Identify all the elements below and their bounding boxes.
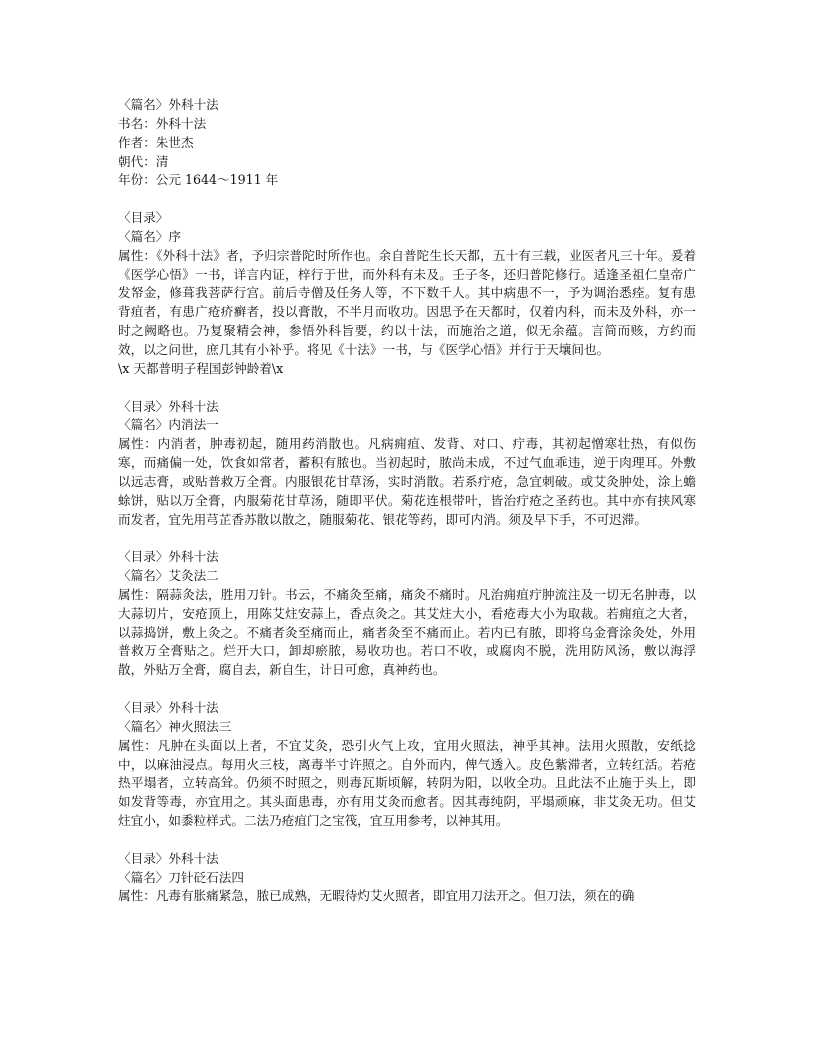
year-range: 年份：公元 1644～1911 年: [118, 172, 279, 188]
section-body: 属性：《外科十法》者，予归宗普陀时所作也。余自普陀生长天都，五十有三载，业医者凡三十年。爰着《医学心悟》一书，详言内证，梓行于世，而外科有未及。壬子冬，还归普陀修行。适逢圣祖仁皇帝广发帑金，修葺我菩萨行宫。前后寺僧及任务人等，不下数千人。其中病患不一，予为调治悉痊。复有患背疽者，有患广疮疥癣者，投以膏散，不半月而收功。因思予在天都时，仅着内科，而未及外科，亦一时之阙略也。乃复聚精会神，参悟外科旨要，约以十法，而施治之道，似无余蕴。言简而赅，方约而效，以之问世，庶几其有小补乎。将见《十法》一书，与《医学心悟》并行于天壤间也。: [118, 247, 696, 357]
section-catalog: 〈目录〉外科十法: [118, 398, 219, 414]
spacer: [118, 379, 696, 398]
dynasty: 朝代：清: [118, 153, 169, 169]
spacer: [118, 529, 696, 548]
spacer: [118, 190, 696, 209]
spacer: [118, 680, 696, 699]
book-name: 书名：外科十法: [118, 115, 207, 131]
section-preface: [118, 209, 696, 379]
section-catalog: 〈目录〉: [118, 210, 169, 226]
section-title: 〈篇名〉内消法一: [118, 417, 219, 433]
author: 作者：朱世杰: [118, 134, 194, 150]
section-title: 〈篇名〉序: [118, 228, 181, 244]
section-body: 属性：内消者，肿毒初起，随用药消散也。凡病痈疽、发背、对口、疔毒，其初起憎寒壮热，有似伤寒，而痛偏一处，饮食如常者，蓄积有脓也。当初起时，脓尚未成，不过气血乖违，逆于肉理耳。外敷以远志膏，或贴普救万全膏。内服银花甘草汤，实时消散。若系疔疮，急宜刺破。或艾灸肿处，涂上蟾蜍饼，贴以万全膏，内服菊花甘草汤，随即平伏。菊花连根带叶，皆治疔疮之圣药也。其中亦有挟风寒而发者，宜先用芎芷香苏散以散之，随服菊花、银花等药，即可内消。须及早下手，不可迟滞。: [118, 436, 696, 527]
section-title: 〈篇名〉神火照法三: [118, 718, 232, 734]
section-body: 属性：凡肿在头面以上者，不宜艾灸，恐引火气上攻，宜用火照法，神乎其神。法用火照散，安纸捻中，以麻油浸点。每用火三枝，离毒半寸许照之。自外而内，俾气透入。皮色紫滞者，立转红活。若疮热平塌者，立转高耸。仍须不时照之，则毒瓦斯顷解，转阴为阳，以收全功。且此法不止施于头上，即如发背等毒，亦宜用之。其头面患毒，亦有用艾灸而愈者。因其毒纯阴，平塌顽麻，非艾灸无功。但艾炷宜小，如黍粒样式。二法乃疮疽门之宝筏，宜互用参考，以神其用。: [118, 737, 696, 829]
section-catalog: 〈目录〉外科十法: [118, 700, 219, 715]
section-title: 〈篇名〉刀针砭石法四: [118, 869, 244, 885]
spacer: [118, 831, 696, 850]
section-body: 属性：隔蒜灸法，胜用刀针。书云，不痛灸至痛，痛灸不痛时。凡治痈疽疔肿流注及一切无名肿毒，以大蒜切片，安疮顶上，用陈艾炷安蒜上，香点灸之。其艾炷大小，看疮毒大小为取裁。若痈疽之大者，以蒜捣饼，敷上灸之。不痛者灸至痛而止，痛者灸至不痛而止。若内已有脓，即将乌金膏涂灸处，外用普救万全膏贴之。烂开大口，卸却瘀脓，易收功也。若口不收，或腐肉不脱，洗用防风汤，敷以海浮散，外贴万全膏，腐自去，新自生，计日可愈，真神药也。: [118, 586, 696, 678]
document-page: [118, 96, 696, 906]
book-header: [118, 96, 696, 190]
section-method-1: [118, 398, 696, 530]
chapter-title: 〈篇名〉外科十法: [118, 97, 219, 112]
section-method-2: [118, 548, 696, 680]
section-body: 属性：凡毒有胀痛紧急，脓已成熟，无暇待灼艾火照者，即宜用刀法开之。但刀法，须在的确: [118, 888, 635, 904]
section-catalog: 〈目录〉外科十法: [118, 850, 219, 866]
section-catalog: 〈目录〉外科十法: [118, 549, 219, 565]
section-method-3: [118, 699, 696, 831]
section-title: 〈篇名〉艾灸法二: [118, 568, 219, 584]
section-signature: \x 天都普明子程国彭钟龄着\x: [118, 360, 284, 376]
section-method-4: [118, 850, 696, 907]
